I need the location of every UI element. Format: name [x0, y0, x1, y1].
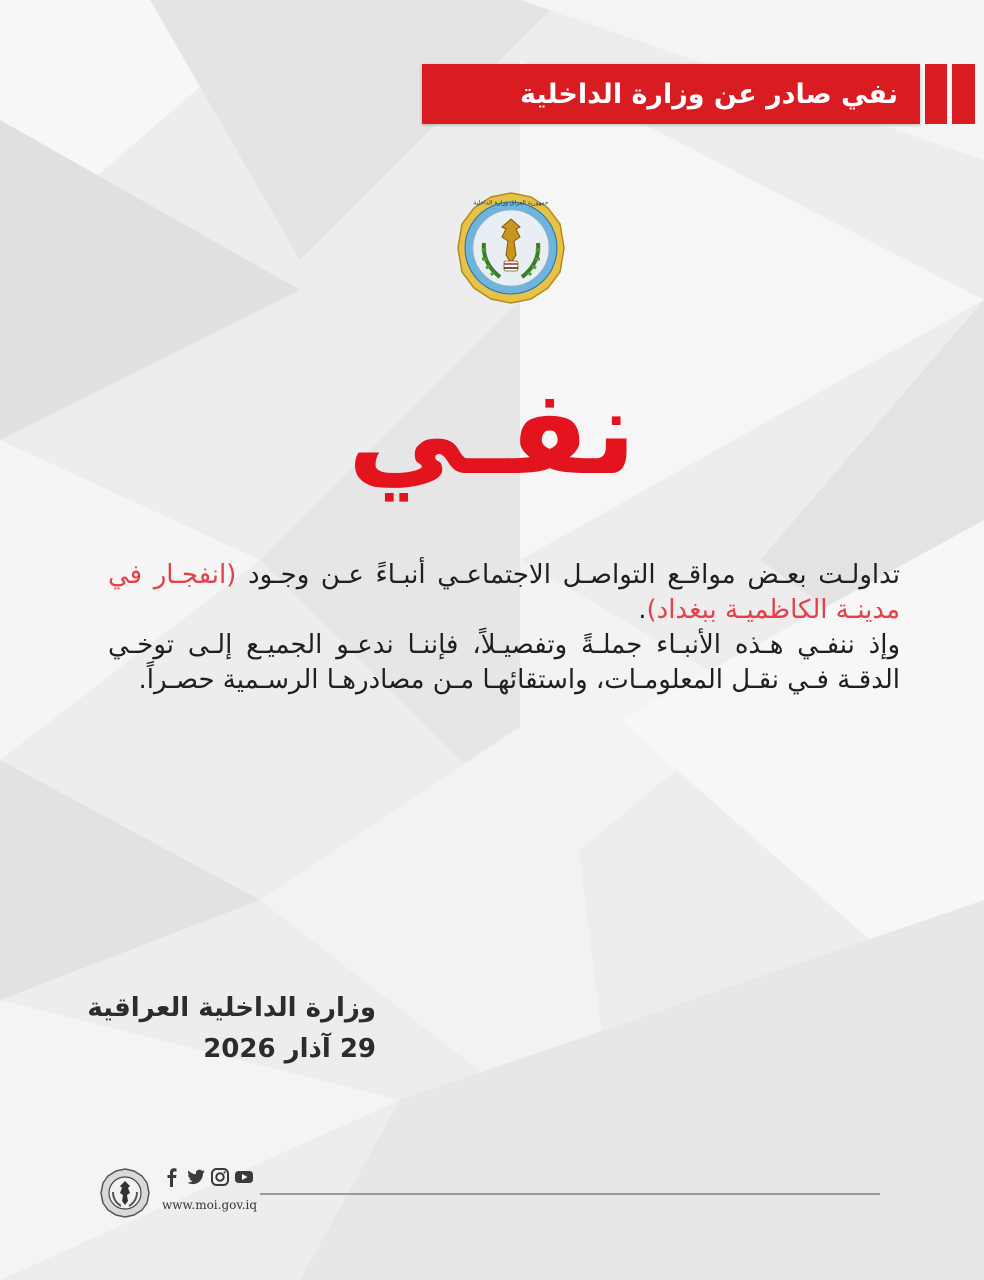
signature-block [87, 988, 376, 1070]
facebook-icon[interactable] [162, 1167, 182, 1187]
statement-paragraph-2: وإذ ننفـي هـذه الأنبـاء جملـةً وتفصيـلاً، فإننـا ندعـو الجميـع إلـى توخـي الدقـة فـي نقـل المعلومـات، واستقائهـا مـن مصادرهـا الرسـمية حصـراً. [108, 630, 900, 695]
statement-highlight: (انفجـار في مدينـة الكاظميـة ببغداد) [108, 560, 900, 625]
emblem-arc-text: جمهورية العراق وزارة الداخلية [473, 199, 549, 207]
main-title: نفـي [347, 363, 637, 501]
youtube-icon[interactable] [234, 1167, 254, 1187]
statement-period: . [638, 595, 647, 625]
social-links [162, 1166, 254, 1188]
statement-paragraph-1 [108, 558, 900, 628]
ministry-emblem-icon [454, 191, 568, 305]
footer-emblem-icon [100, 1168, 150, 1218]
signature-date: 29 آذار 2026 [203, 1034, 376, 1064]
statement-text: تداولـت بعـض مواقـع التواصـل الاجتماعـي أنبـاءً عـن وجـود [236, 560, 901, 590]
footer-divider [260, 1193, 880, 1195]
twitter-icon[interactable] [186, 1167, 206, 1187]
header-banner [422, 64, 920, 124]
statement-body [108, 558, 900, 698]
header-title: نفي صادر عن وزارة الداخلية [519, 78, 898, 110]
header-accent-bar [952, 64, 975, 124]
website-url[interactable]: www.moi.gov.iq [162, 1198, 258, 1212]
signature-ministry: وزارة الداخلية العراقية [87, 993, 376, 1023]
header-accent-bar [925, 64, 947, 124]
instagram-icon[interactable] [210, 1167, 230, 1187]
